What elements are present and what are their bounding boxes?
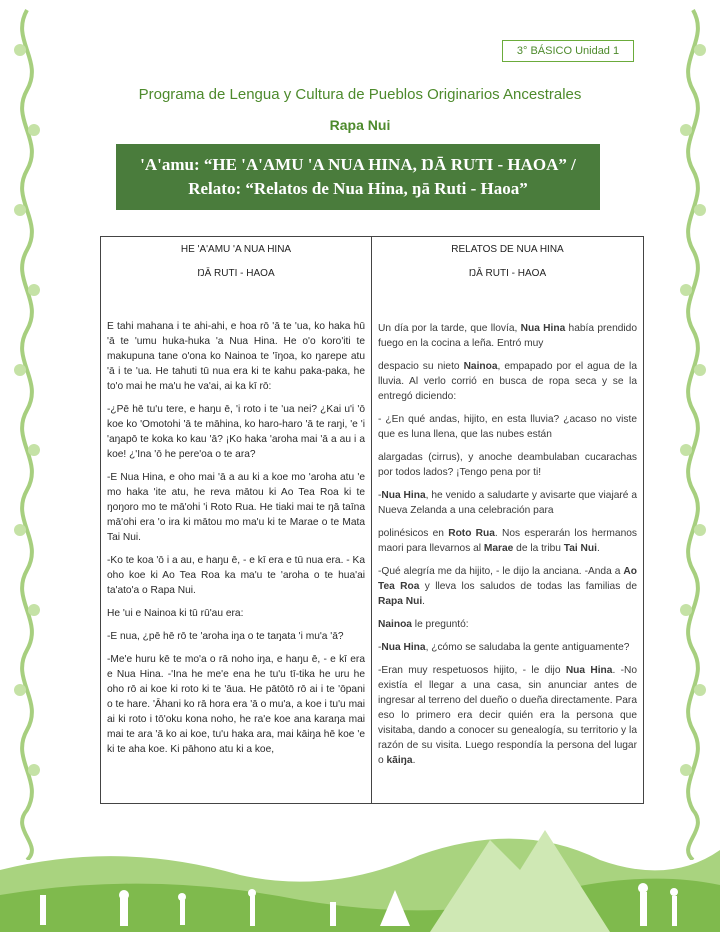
right-heading-2: ŊĀ RUTI - HAOA <box>468 268 547 279</box>
left-paragraph: He 'ui e Nainoa ki tū rū'au era: <box>107 608 244 619</box>
left-paragraph: -¿Pē hē tu'u tere, e haŋu ē, 'i roto i te 'ua nei? ¿Kai u'i 'ō koe ko 'Omotohi 'ā te māhina, ko haro-haro 'ā te raŋi, 'e 'i 'aŋapō te koka ko kau 'ā? ¡Ko haka 'aroha mai 'ā a au i a koe! ¿'Ina 'ō he pere'oa o te ara? <box>107 404 365 460</box>
language-title: Rapa Nui <box>329 117 391 133</box>
right-body <box>378 321 637 768</box>
right-paragraph: polinésicos en Roto Rua. Nos esperarán los hermanos maori para llevarnos al Marae de la tribu Tai Nui. <box>378 528 637 554</box>
left-paragraph: -E Nua Hina, e oho mai 'ā a au ki a koe mo 'aroha atu 'e mo haka 'ite atu, he reva mātou ki Ao Tea Roa ki te ŋoŋoro mo te mā'ohi 'i Roto Rua. He tiaki mai te ŋā taīna mā'ohi era 'o ira ki mātou mo ma'u ki te Marae o te Mata Tai Nui. <box>107 472 365 543</box>
right-paragraph: - ¿En qué andas, hijito, en esta lluvia? ¿acaso no viste que es luna llena, que las nubes están <box>378 414 637 440</box>
left-heading-2: ŊĀ RUTI - HAOA <box>197 268 275 279</box>
right-paragraph: -Nua Hina, ¿cómo se saludaba la gente antiguamente? <box>378 642 630 653</box>
story-title-box <box>116 144 600 210</box>
right-heading-1: RELATOS DE NUA HINA <box>451 244 564 255</box>
rapa-nui-column <box>101 237 372 803</box>
left-paragraph: -E nua, ¿pē hē rō te 'aroha iŋa o te taŋata 'i mu'a 'ā? <box>107 631 344 642</box>
right-paragraph: -Qué alegría me da hijito, - le dijo la anciana. -Anda a Ao Tea Roa y lleva los saludos de todas las familias de Rapa Nui. <box>378 566 638 607</box>
program-title: Programa de Lengua y Cultura de Pueblos Originarios Ancestrales <box>138 86 582 103</box>
left-paragraph: -Ko te koa 'ō i a au, e haŋu ē, - e kī era e tū nua era. - Ka oho koe ki Ao Tea Roa ka ma'u te 'aroha o te hua'ai ta'ato'a o Rapa Nui. <box>107 555 365 596</box>
right-paragraph: Un día por la tarde, que llovía, Nua Hina había prendido fuego en la cocina a leña. Entró muy <box>378 323 637 349</box>
footer-landscape-illustration <box>0 800 720 932</box>
left-heading-1: HE 'A'AMU 'A NUA HINA <box>180 244 292 255</box>
right-paragraph: -Nua Hina, he venido a saludarte y avisarte que viajaré a Nueva Zelanda a una celebración para <box>378 490 637 516</box>
right-paragraph: despacio su nieto Nainoa, empapado por el agua de la lluvia. Al verlo corrió en busca de ropa seca y se la entregó diciendo: <box>378 361 637 402</box>
left-paragraph: -Me'e huru kē te mo'a o rā noho iŋa, e haŋu ē, - e kī era e Nua Hina. -'Ina he me'e ena he tu'u tī-tika he uru he oho rō ai koe ki roto ki te 'āua. He pātōtō rō ai i te 'ōpani o te hare. 'Āhani ko rā hora era 'ā o mu'a, a koe i tu'u mai ai ki roto i tō'oku kona noho, he ra'e koe ana karaŋa mai mai te ara 'ā ko ai koe, tu'u haka ara, mai kāiŋa hē koe 'e ki te aha koe. Ki pāhono atu ki a koe, <box>107 654 365 755</box>
story-title-line1: 'A'amu: “HE 'A'AMU 'A NUA HINA, ŊĀ RUTI - HAOA” / <box>140 155 576 174</box>
story-title-line2: Relato: “Relatos de Nua Hina, ŋā Ruti - Haoa” <box>188 179 528 198</box>
bilingual-story-table <box>100 236 644 804</box>
right-paragraph: Nainoa le preguntó: <box>378 619 469 630</box>
left-paragraph: E tahi mahana i te ahi-ahi, e hoa rō 'ā te 'ua, ko haka hū 'ā te 'umu huka-huka 'a Nua Hina. He o'o koro'iti te makupuna tane o'ona ko Nainoa te 'īŋoa, ko ŋarepe atu 'ā i te 'ua. He tahuti tū nua era ki te kahu paka-paka, he to'o mai he ma'u he va'ai, ai ka kī rō: <box>107 321 365 392</box>
spanish-column <box>372 237 643 803</box>
right-paragraph: alargadas (cirrus), y anoche deambulaban cucarachas por todos lados? ¡Tengo pena por ti! <box>378 452 637 478</box>
right-paragraph: -Eran muy respetuosos hijito, - le dijo Nua Hina. -No existía el llegar a una casa, sin anunciar antes de ingresar al terreno del dueño o dueña directamente. Para eso lo primero era decir quién era la persona que visitaba, dando a conocer su genealogía, su territorio y la razón de su visita. Luego respondía la persona del lugar o kāiŋa. <box>378 665 638 766</box>
grade-unit-badge: 3° BÁSICO Unidad 1 <box>502 40 634 62</box>
left-body <box>107 319 365 757</box>
